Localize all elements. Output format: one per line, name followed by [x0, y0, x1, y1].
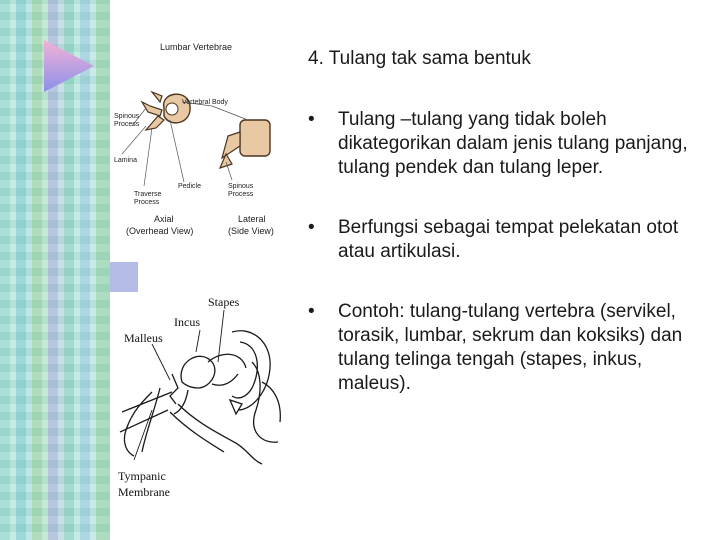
label-lamina: Lamina: [114, 157, 137, 164]
bullet-text: Contoh: tulang-tulang vertebra (servikel, torasik, lumbar, sekrum dan koksiks) dan tulang telinga tengah (stapes, inkus, maleus).: [338, 301, 683, 394]
middle-ear-figure: [112, 292, 290, 502]
triangle-shape-icon: [40, 36, 98, 96]
label-tympanic: Tympanic: [118, 469, 166, 483]
bullet-text: Tulang –tulang yang tidak boleh dikategorikan dalam jenis tulang panjang, tulang pendek dan tulang leper.: [338, 109, 688, 178]
axial-vertebra-drawing: [142, 92, 190, 130]
label-spinous-process-1: Spinous: [114, 113, 140, 120]
label-malleus: Malleus: [124, 331, 163, 345]
label-lateral-spinous-2: Process: [228, 191, 254, 198]
caption-axial-view: (Overhead View): [126, 226, 194, 236]
label-incus: Incus: [174, 315, 200, 329]
caption-axial: Axial: [154, 214, 174, 224]
vertebra-figure-title: Lumbar Vertebrae: [160, 42, 233, 52]
bullet-item: [308, 108, 700, 180]
label-lateral-spinous-1: Spinous: [228, 183, 254, 190]
bullet-text: Berfungsi sebagai tempat pelekatan otot atau artikulasi.: [338, 217, 679, 262]
lateral-vertebra-drawing: [220, 120, 270, 168]
lumbar-vertebrae-figure: [112, 36, 290, 244]
bullet-icon: •: [308, 217, 315, 238]
label-pedicle: Pedicle: [178, 183, 201, 190]
bullet-icon: •: [308, 301, 315, 322]
label-membrane: Membrane: [118, 485, 170, 499]
decorative-square: [110, 262, 138, 292]
label-vertebral-body: Vertebral Body: [182, 99, 228, 106]
bullet-item: [308, 216, 700, 264]
slide-title: 4. Tulang tak sama bentuk: [308, 48, 531, 69]
caption-lateral: Lateral: [238, 214, 266, 224]
label-transverse-process-1: Traverse: [134, 191, 162, 198]
ossicles-drawing: [120, 331, 280, 464]
bullet-icon: •: [308, 109, 315, 130]
label-spinous-process-2: Process: [114, 121, 140, 128]
label-stapes: Stapes: [208, 295, 240, 309]
label-transverse-process-2: Process: [134, 199, 160, 206]
bullet-list: [308, 108, 700, 396]
bullet-item: [308, 300, 700, 396]
caption-lateral-view: (Side View): [228, 226, 274, 236]
